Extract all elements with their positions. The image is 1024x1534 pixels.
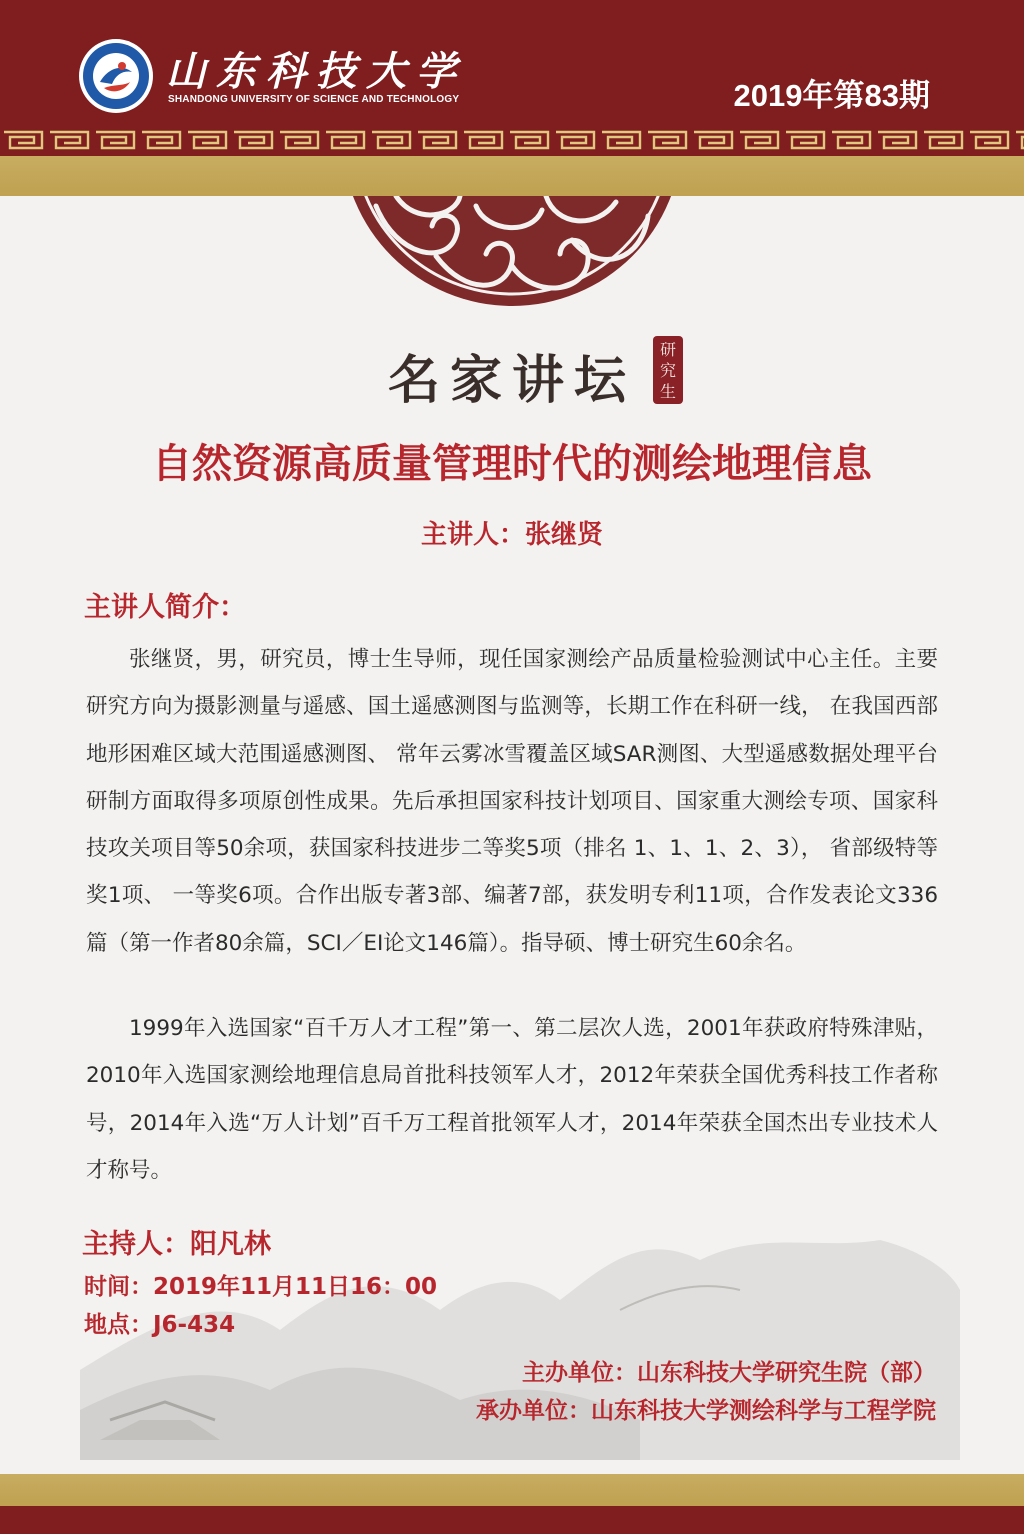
organizer-line: 承办单位：山东科技大学测绘科学与工程学院 [476, 1398, 936, 1424]
school-name-cn: 山东科技大学 [166, 48, 466, 95]
sponsor-line: 主办单位：山东科技大学研究生院（部） [522, 1360, 936, 1386]
lecture-title: 自然资源高质量管理时代的测绘地理信息 [152, 441, 872, 487]
school-name-en: SHANDONG UNIVERSITY OF SCIENCE AND TECHNOLOGY [168, 94, 460, 105]
bio-paragraph-1: 张继贤，男，研究员，博士生导师，现任国家测绘产品质量检验测试中心主任。主要研究方向为摄影测量与遥感、国土遥感测图与监测等，长期工作在科研一线， 在我国西部地形困难区域大范围遥感测图、 常年云雾冰雪覆盖区域SAR测图、大型遥感数据处理平台研制方面取得多项原创性成果。先后承担国家科技计划项目、国家重大测绘专项、国家科技攻关项目等50余项，获国家科技进步二等奖5项（排名 1、1、1、2、3）， 省部级特等奖1项、 一等奖6项。合作出版专著3部、编著7部，获发明专利11项，合作发表论文336篇（第一作者80余篇，SCI／EI论文146篇）。指导硕、博士研究生60余名。 [86, 647, 938, 956]
host-line: 主持人：阳凡林 [82, 1229, 271, 1260]
medallion-ornament-icon [336, 196, 688, 308]
gold-band [0, 156, 1024, 196]
footer-red-band [0, 1506, 1024, 1534]
fret-border [0, 124, 1024, 156]
issue-number: 2019年第83期 [733, 78, 930, 113]
lecture-series-title: 名家讲坛 [387, 350, 636, 411]
bio-paragraph-2: 1999年入选国家“百千万人才工程”第一、第二层次人选，2001年获政府特殊津贴，2010年入选国家测绘地理信息局首批科技领军人才，2012年荣获全国优秀科技工作者称号，2014年入选“万人计划”百千万工程首批领军人才，2014年荣获全国杰出专业技术人才称号。 [86, 1016, 938, 1183]
event-time: 时间：2019年11月11日16：00 [84, 1274, 438, 1300]
university-logo-icon [78, 38, 154, 114]
graduate-seal-stamp: 研究生 [653, 336, 683, 404]
event-place: 地点：J6-434 [84, 1312, 236, 1338]
footer-gold-band [0, 1474, 1024, 1506]
bio-heading: 主讲人简介： [84, 592, 246, 623]
speaker-line: 主讲人：张继贤 [420, 520, 603, 550]
